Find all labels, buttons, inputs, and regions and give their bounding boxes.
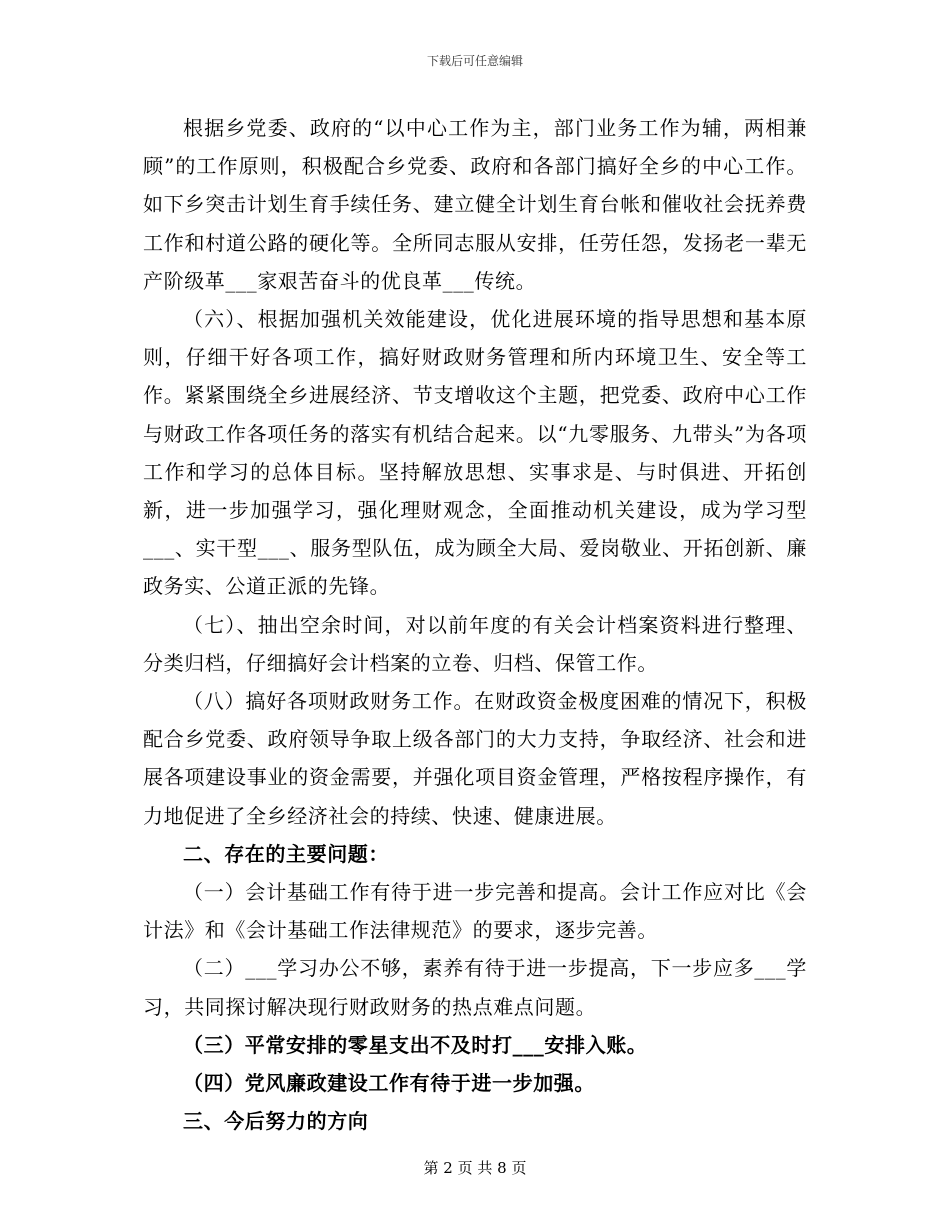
page-number: 第 2 页 共 8 页 bbox=[423, 1159, 527, 1177]
section-heading-direction: 三、今后努力的方向 bbox=[183, 1109, 369, 1134]
problem-item-2: （二）___学习办公不够，素养有待于进一步提高，下一步应多___学习，共同探讨解决现行财政财务的热点难点问题。 bbox=[143, 956, 807, 1019]
page-header: 下载后可任意编辑 bbox=[426, 54, 523, 68]
paragraph-item-6: （六）、根据加强机关效能建设，优化进展环境的指导思想和基本原则，仔细干好各项工作，搞好财政财务管理和所内环境卫生、安全等工作。紧紧围绕全乡进展经济、节支增收这个主题，把党委、政府中心工作与财政工作各项任务的落实有机结合起来。以“九零服务、九带头”为各项工作和学习的总体目标。坚持解放思想、实事求是、与时俱进、开拓创新，进一步加强学习，强化理财观念，全面推动机关建设，成为学习型___、实干型___、服务型队伍，成为顾全大局、爱岗敬业、开拓创新、廉政务实、公道正派的先锋。 bbox=[143, 307, 807, 599]
document-body bbox=[143, 109, 807, 1140]
paragraph-item-8: （八）搞好各项财政财务工作。在财政资金极度困难的情况下，积极配合乡党委、政府领导争取上级各部门的大力支持，争取经济、社会和进展各项建设事业的资金需要，并强化项目资金管理，严格按程序操作，有力地促进了全乡经济社会的持续、快速、健康进展。 bbox=[143, 689, 807, 828]
paragraph-item-7: （七）、抽出空余时间，对以前年度的有关会计档案资料进行整理、分类归档，仔细搞好会计档案的立卷、归档、保管工作。 bbox=[143, 612, 807, 675]
section-heading-problems: 二、存在的主要问题： bbox=[183, 841, 389, 866]
paragraph-1: 根据乡党委、政府的“以中心工作为主，部门业务工作为辅，两相兼顾”的工作原则，积极配合乡党委、政府和各部门搞好全乡的中心工作。如下乡突击计划生育手续任务、建立健全计划生育台帐和催收社会抚养费工作和村道公路的硬化等。全所同志服从安排，任劳任怨，发扬老一辈无产阶级革___家艰苦奋斗的优良革___传统。 bbox=[143, 116, 807, 293]
problem-item-1: （一）会计基础工作有待于进一步完善和提高。会计工作应对比《会计法》和《会计基础工作法律规范》的要求，逐步完善。 bbox=[143, 880, 807, 943]
problem-item-4: （四）党风廉政建设工作有待于进一步加强。 bbox=[183, 1071, 595, 1096]
problem-item-3: （三）平常安排的零星支出不及时打___安排入账。 bbox=[183, 1032, 648, 1057]
